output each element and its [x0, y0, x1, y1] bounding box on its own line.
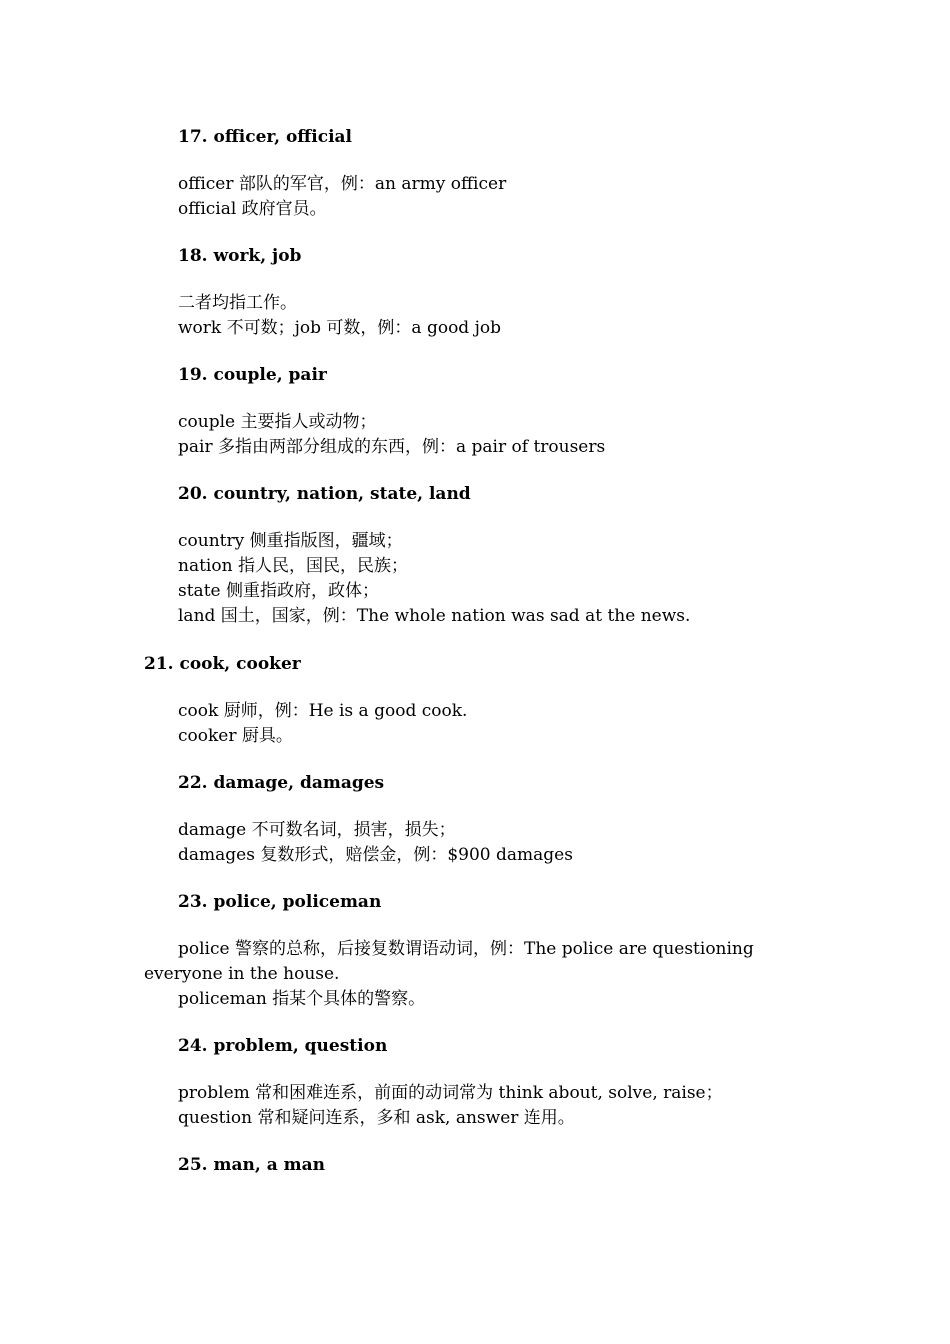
entry-line: land 国土，国家，例：The whole nation was sad at the news. [178, 606, 691, 626]
entry-line: official 政府官员。 [178, 199, 327, 219]
entry-line: policeman 指某个具体的警察。 [178, 989, 426, 1009]
entry-line: question 常和疑问连系，多和 ask, answer 连用。 [178, 1108, 575, 1128]
entry-heading: 18. work, job [178, 246, 302, 266]
entry-heading: 19. couple, pair [178, 365, 327, 385]
entry-line: work 不可数；job 可数，例：a good job [178, 318, 501, 338]
entry-heading: 24. problem, question [178, 1036, 388, 1056]
entry-heading: 23. police, policeman [178, 892, 382, 912]
entry-heading: 22. damage, damages [178, 773, 385, 793]
entry-line: state 侧重指政府，政体； [178, 581, 379, 601]
entry-line: pair 多指由两部分组成的东西，例：a pair of trousers [178, 437, 606, 457]
entry-line: 二者均指工作。 [178, 293, 297, 313]
entry-heading: 25. man, a man [178, 1155, 325, 1175]
entry-heading: 17. officer, official [178, 127, 353, 147]
entry-line: country 侧重指版图，疆域； [178, 531, 403, 551]
entry-line: problem 常和困难连系，前面的动词常为 think about, solve, raise； [178, 1083, 723, 1103]
entry-line: police 警察的总称，后接复数谓语动词，例：The police are questioning [178, 939, 754, 959]
entry-line: couple 主要指人或动物； [178, 412, 377, 432]
entry-line: damages 复数形式，赔偿金，例：$900 damages [178, 845, 573, 865]
entry-line: nation 指人民，国民，民族； [178, 556, 408, 576]
entry-heading: 20. country, nation, state, land [178, 484, 471, 504]
entry-line: cook 厨师，例：He is a good cook. [178, 701, 468, 721]
entry-heading: 21. cook, cooker [144, 654, 301, 674]
entry-line: cooker 厨具。 [178, 726, 293, 746]
entry-line: everyone in the house. [144, 964, 340, 984]
entry-line: damage 不可数名词，损害，损失； [178, 820, 456, 840]
entry-line: officer 部队的军官，例：an army officer [178, 174, 507, 194]
